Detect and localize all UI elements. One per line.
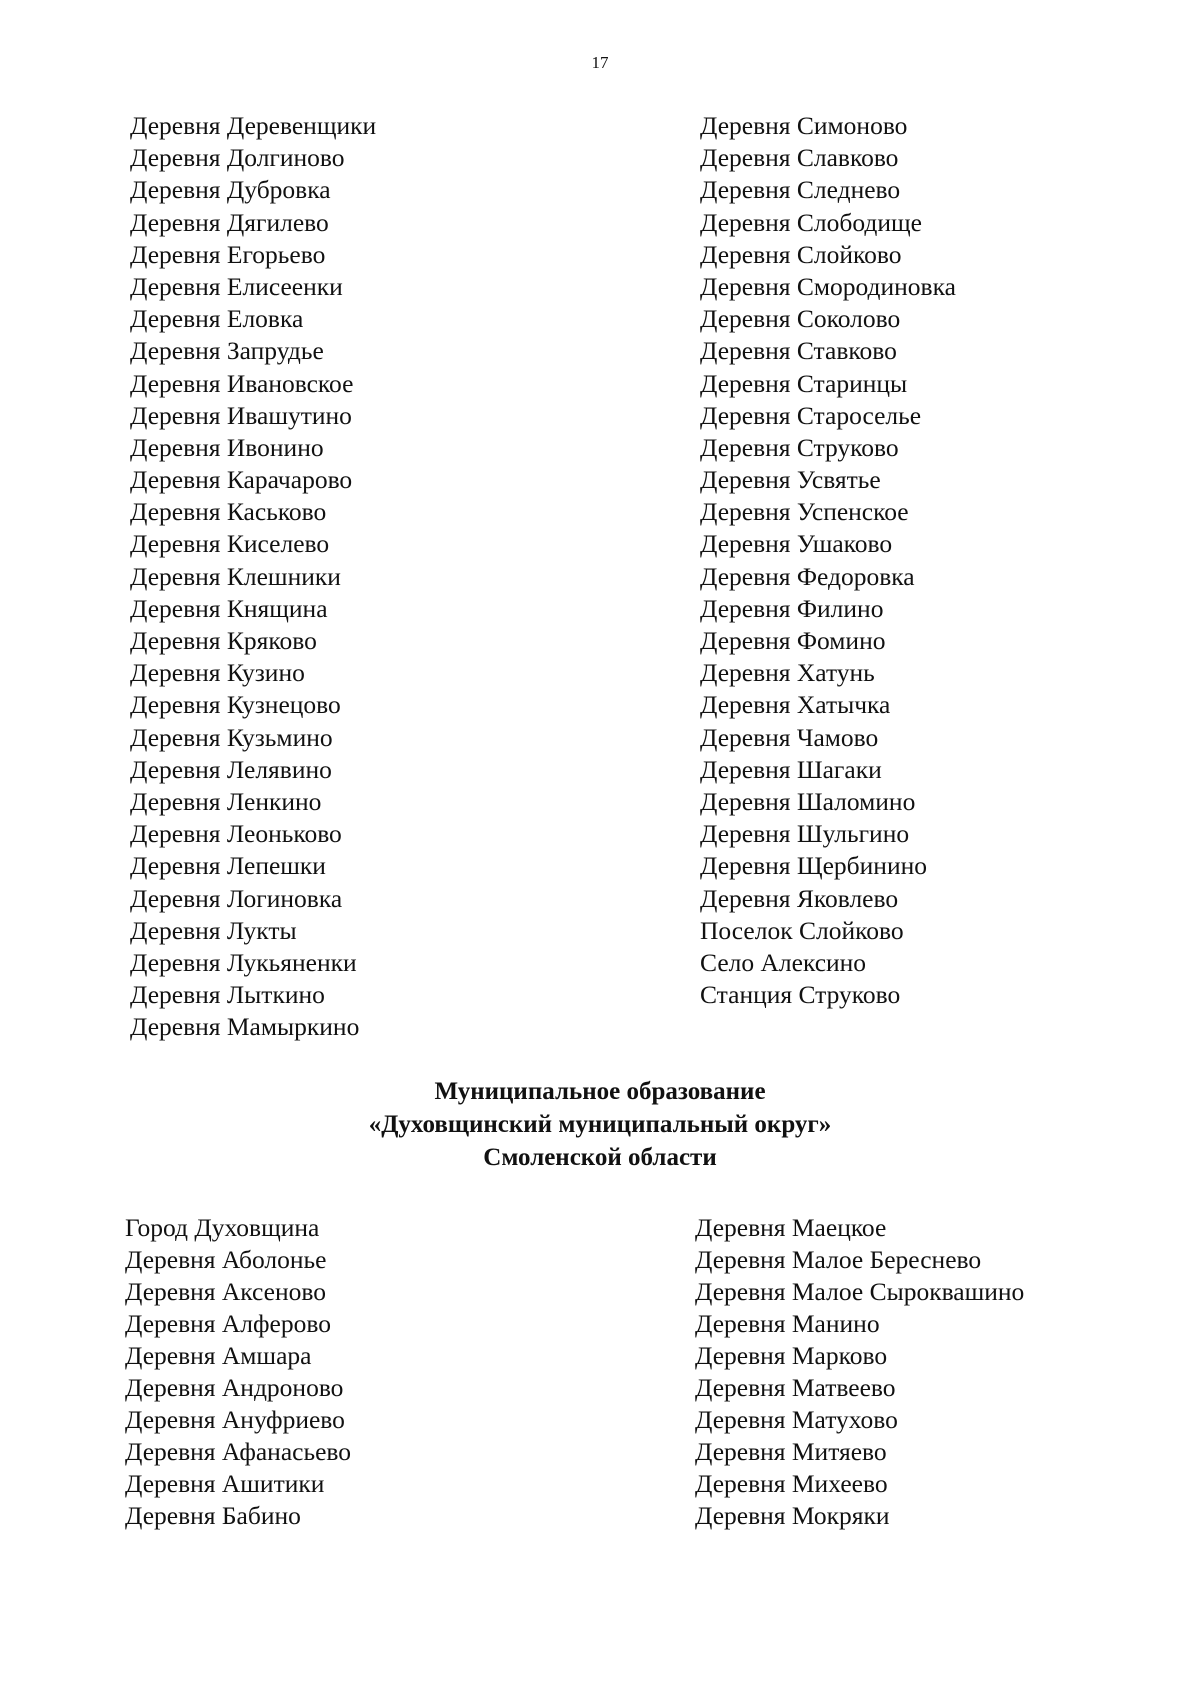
settlement-item: Деревня Лукьяненки: [130, 947, 357, 977]
settlement-item: Деревня Деревенщики: [130, 111, 377, 140]
settlement-item: Село Алексино: [700, 947, 867, 977]
settlement-item: Деревня Каськово: [130, 497, 327, 527]
settlement-item: Деревня Смородиновка: [700, 271, 956, 301]
settlement-item: Деревня Успенское: [700, 497, 909, 527]
settlement-item: Деревня Малое Береснево: [695, 1245, 982, 1274]
settlement-item: Город Духовщина: [125, 1213, 320, 1242]
heading-line-1: Муниципальное образование: [434, 1078, 766, 1105]
settlement-item: Деревня Хатычка: [700, 690, 891, 720]
settlement-item: Деревня Ивонино: [130, 432, 324, 462]
settlement-item: Деревня Слободище: [700, 207, 922, 237]
settlement-item: Деревня Афанасьево: [125, 1437, 352, 1466]
settlement-item: Деревня Малое Сыроквашино: [695, 1277, 1025, 1306]
settlement-item: Деревня Соколово: [700, 304, 901, 334]
settlement-item: Деревня Карачарово: [130, 465, 353, 495]
settlement-item: Деревня Фомино: [700, 626, 886, 655]
settlement-item: Деревня Дубровка: [130, 175, 331, 205]
settlement-item: Деревня Следнево: [700, 175, 901, 205]
settlement-item: Деревня Федоровка: [700, 561, 915, 591]
settlement-item: Деревня Староселье: [700, 400, 922, 430]
settlement-item: Деревня Ушаково: [700, 529, 893, 559]
settlement-item: Деревня Кряково: [130, 626, 317, 655]
settlement-item: Деревня Матухово: [695, 1405, 898, 1434]
settlement-item: Деревня Шульгино: [700, 819, 910, 849]
settlement-item: Деревня Аксеново: [125, 1277, 327, 1306]
settlement-item: Деревня Ставково: [700, 336, 897, 366]
settlement-item: Деревня Амшара: [125, 1341, 312, 1370]
settlement-item: Деревня Ленкино: [130, 786, 322, 816]
settlement-item: Деревня Ивашутино: [130, 400, 352, 430]
settlement-item: Деревня Леоньково: [130, 819, 342, 849]
settlement-item: Деревня Аболонье: [125, 1245, 327, 1274]
settlement-item: Деревня Клешники: [130, 561, 341, 591]
settlement-item: Деревня Ашитики: [125, 1469, 325, 1498]
settlement-item: Деревня Долгиново: [130, 143, 345, 173]
settlement-item: Деревня Слойково: [700, 239, 902, 269]
settlement-item: Станция Струково: [700, 980, 901, 1010]
heading-line-2: «Духовщинский муниципальный округ»: [368, 1111, 832, 1138]
settlement-item: Деревня Чамово: [700, 722, 879, 752]
settlement-item: Деревня Бабино: [125, 1501, 301, 1530]
settlement-item: Деревня Хатунь: [700, 658, 875, 688]
settlement-item: Деревня Струково: [700, 432, 899, 462]
settlement-item: Деревня Кузьмино: [130, 722, 333, 752]
settlement-item: Деревня Шагаки: [700, 754, 882, 784]
settlement-item: Деревня Андроново: [125, 1373, 344, 1402]
settlement-item: Деревня Кузнецово: [130, 690, 341, 720]
settlement-list-left: [130, 110, 376, 1043]
settlement-item: Деревня Лукты: [130, 915, 297, 945]
settlement-item: Деревня Логиновка: [130, 883, 343, 913]
settlement-item: Деревня Мамыркино: [130, 1012, 360, 1042]
settlement-item: Деревня Михеево: [695, 1469, 888, 1498]
settlement-item: Деревня Дягилево: [130, 207, 329, 237]
settlement-item: Поселок Слойково: [700, 915, 904, 945]
settlement-item: Деревня Марково: [695, 1341, 888, 1370]
settlement-item: Деревня Усвятье: [700, 465, 881, 495]
settlement-item: Деревня Симоново: [700, 111, 908, 140]
settlement-item: Деревня Лыткино: [130, 980, 325, 1010]
settlement-item: Деревня Маецкое: [695, 1213, 887, 1242]
section-heading: [0, 1075, 1200, 1174]
settlement-item: Деревня Еловка: [130, 304, 304, 334]
settlement-item: Деревня Лелявино: [130, 754, 332, 784]
settlement-item: Деревня Щербинино: [700, 851, 927, 881]
settlement-item: Деревня Матвеево: [695, 1373, 896, 1402]
settlement-item: Деревня Мокряки: [695, 1501, 890, 1530]
settlement-item: Деревня Елисеенки: [130, 271, 343, 301]
settlement-item: Деревня Княщина: [130, 593, 328, 623]
district-settlement-list-right: [695, 1212, 1024, 1532]
settlement-item: Деревня Шаломино: [700, 786, 916, 816]
district-settlement-list-left: [125, 1212, 351, 1532]
settlement-item: Деревня Кузино: [130, 658, 305, 688]
settlement-item: Деревня Алферово: [125, 1309, 331, 1338]
settlement-item: Деревня Славково: [700, 143, 899, 173]
settlement-item: Деревня Яковлево: [700, 883, 899, 913]
settlement-item: Деревня Киселево: [130, 529, 330, 559]
settlement-item: Деревня Лепешки: [130, 851, 326, 881]
settlement-item: Деревня Митяево: [695, 1437, 887, 1466]
settlement-item: Деревня Егорьево: [130, 239, 326, 269]
page-number: 17: [591, 53, 609, 72]
settlement-item: Деревня Ивановское: [130, 368, 354, 398]
settlement-item: Деревня Запрудье: [130, 336, 324, 366]
heading-line-3: Смоленской области: [483, 1144, 717, 1171]
settlement-item: Деревня Старинцы: [700, 368, 908, 398]
settlement-list-right: [700, 110, 956, 1011]
settlement-item: Деревня Филино: [700, 593, 884, 623]
settlement-item: Деревня Манино: [695, 1309, 880, 1338]
settlement-item: Деревня Ануфриево: [125, 1405, 345, 1434]
